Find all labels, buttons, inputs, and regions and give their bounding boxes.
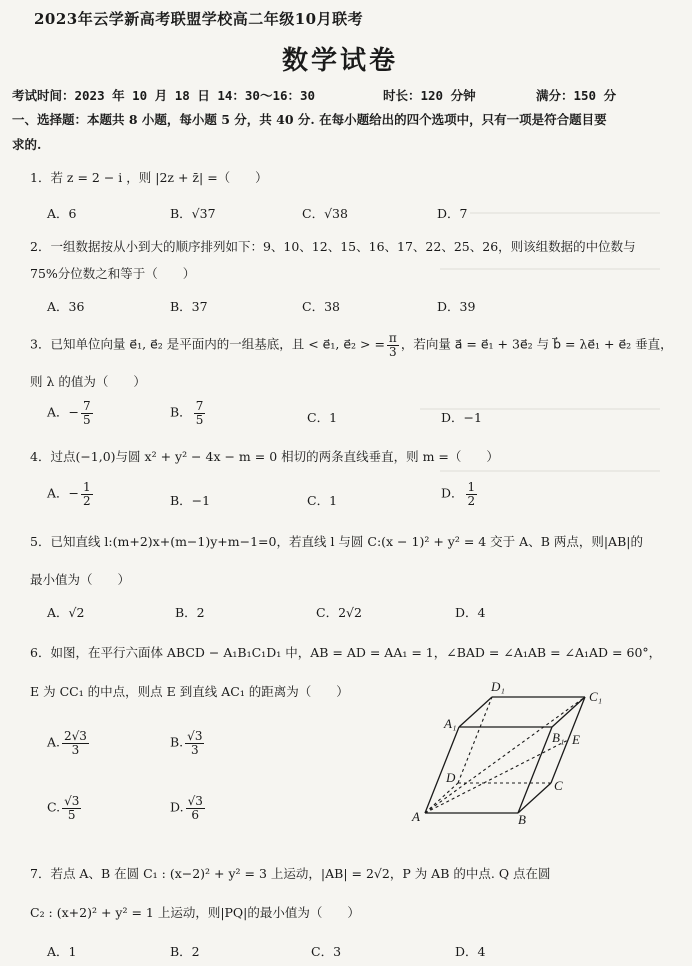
q7-stem-cont: C₂ : (x+2)² + y² = 1 上运动，则|PQ|的最小值为（ ）: [30, 905, 360, 920]
subject-title: 数学试卷: [282, 46, 399, 76]
q6-option-a-label: A.: [47, 734, 61, 750]
q4-option-d: [441, 481, 479, 507]
q1-option-d: D．7: [437, 206, 468, 221]
q2-option-c: C．38: [302, 299, 340, 314]
q7-stem: 7．若点 A、B 在圆 C₁ : (x−2)² + y² = 3 上运动，|AB| = 2√2，P 为 AB 的中点. Q 点在圆: [30, 866, 551, 881]
edge-A1D1: [459, 697, 492, 727]
q6-option-d-num: √3: [187, 794, 203, 808]
q6-option-b: [170, 730, 206, 756]
q3-angle-num: π: [388, 331, 397, 345]
section-instructions-cont: 求的.: [12, 137, 42, 152]
parallelepiped-figure: [408, 676, 608, 824]
exam-score: 满分：150 分: [536, 88, 617, 103]
q3-option-d: D．−1: [441, 410, 482, 425]
q6-option-c-num: √3: [64, 794, 80, 808]
q4-option-b: B．−1: [170, 493, 211, 508]
q6-option-d-den: 6: [191, 807, 200, 822]
q1-stem: 1．若 z = 2 − i ，则 |2z + z̄| =（ ）: [30, 170, 268, 185]
q4-option-a: [47, 481, 95, 507]
q6-option-a: [47, 730, 91, 756]
q4-option-a-den: 2: [83, 493, 91, 508]
q5-option-d: D．4: [455, 605, 486, 620]
q6-option-b-fraction: [185, 730, 204, 756]
q2-option-b: B．37: [170, 299, 208, 314]
q6-option-d-fraction: [186, 795, 205, 821]
q7-option-b: B．2: [170, 944, 200, 959]
q1-option-c: C．√38: [302, 206, 348, 221]
q3-option-b-num: 7: [195, 399, 204, 413]
q6-option-d-label: D.: [170, 799, 184, 815]
q4-option-a-label: A．−: [47, 485, 80, 501]
q2-stem: 2．一组数据按从小到大的顺序排列如下：9、10、12、15、16、17、22、25、26，则该组数据的中位数与: [30, 239, 636, 254]
q2-option-d: D．39: [437, 299, 476, 314]
q6-option-b-num: √3: [187, 729, 203, 743]
q2-stem-cont: 75%分位数之和等于（ ）: [30, 266, 196, 281]
q6-option-a-den: 3: [71, 742, 80, 757]
q6-option-b-label: B.: [170, 734, 184, 750]
q3-angle-fraction: [387, 332, 399, 358]
label-D1: D₁: [491, 679, 505, 694]
q5-stem-cont: 最小值为（ ）: [30, 572, 131, 587]
exam-time: 考试时间：2023 年 10 月 18 日 14：30～16：30: [12, 88, 316, 103]
diagonal-AC1: [425, 697, 585, 813]
q6-stem: 6．如图，在平行六面体 ABCD − A₁B₁C₁D₁ 中，AB = AD = AA₁ = 1，∠BAD = ∠A₁AB = ∠A₁AD = 60°，: [30, 645, 662, 660]
edge-AD: [425, 783, 458, 813]
q3-option-b-fraction: [194, 400, 206, 426]
q4-option-a-fraction: [81, 481, 93, 507]
q6-option-c: [47, 795, 83, 821]
bleed-mark: [440, 470, 660, 472]
q3-option-a-label: A．−: [47, 404, 80, 420]
bleed-mark: [470, 212, 660, 214]
q6-option-a-fraction: [62, 730, 89, 756]
exam-title: 2023年云学新高考联盟学校高二年级10月联考: [34, 10, 364, 28]
q7-option-c: C．3: [311, 944, 342, 959]
q3-stem-cont: 则 λ 的值为（ ）: [30, 374, 146, 389]
q1-option-a: A．6: [47, 206, 77, 221]
q4-option-a-num: 1: [83, 480, 91, 494]
q4-option-d-label: D．: [441, 485, 464, 501]
q3-option-a-fraction: [81, 400, 93, 426]
q4-option-d-den: 2: [467, 493, 476, 508]
q6-option-a-num: 2√3: [64, 729, 87, 743]
q6-option-c-fraction: [62, 795, 81, 821]
label-C: C: [554, 778, 563, 793]
q6-stem-cont: E 为 CC₁ 的中点，则点 E 到直线 AC₁ 的距离为（ ）: [30, 684, 349, 699]
label-E: E: [572, 732, 580, 747]
q3-option-b: [170, 400, 207, 426]
q3-option-a-num: 7: [83, 399, 91, 413]
q6-option-d: [170, 795, 207, 821]
q1-option-b: B．√37: [170, 206, 216, 221]
q3-option-a-den: 5: [83, 412, 91, 427]
q6-option-b-den: 3: [190, 742, 199, 757]
label-A1: A₁: [444, 716, 457, 731]
section-instructions: 一、选择题：本题共 8 小题，每小题 5 分，共 40 分. 在每小题给出的四个选项中，只有一项是符合题目要: [12, 112, 607, 127]
q3-option-a: [47, 400, 95, 426]
q3-stem: [30, 332, 673, 358]
q7-option-a: A．1: [47, 944, 77, 959]
q3-option-b-den: 5: [195, 412, 204, 427]
q3-option-c: C．1: [307, 410, 338, 425]
q3-stem-part1: 3．已知单位向量 e⃗₁, e⃗₂ 是平面内的一组基底，且 < e⃗₁, e⃗₂ > =: [30, 336, 385, 352]
q3-angle-den: 3: [389, 344, 397, 359]
q6-option-c-den: 5: [67, 807, 76, 822]
q3-stem-part2: ，若向量 a⃗ = e⃗₁ + 3e⃗₂ 与 b⃗ = λe⃗₁ + e⃗₂ 垂直，: [400, 336, 673, 352]
exam-duration: 时长：120 分钟: [383, 88, 476, 103]
q4-option-c: C．1: [307, 493, 338, 508]
q7-option-d: D．4: [455, 944, 486, 959]
q2-option-a: A．36: [47, 299, 85, 314]
label-D: D: [446, 770, 456, 785]
edge-BB1: [518, 727, 552, 813]
edge-DD1: [458, 697, 492, 783]
q4-option-d-fraction: [466, 481, 478, 507]
edge-B1C1: [552, 697, 585, 727]
label-B1: B₁: [552, 730, 565, 745]
label-B: B: [518, 812, 526, 824]
q5-option-b: B．2: [175, 605, 205, 620]
q5-option-a: A．√2: [47, 605, 85, 620]
q3-option-b-label: B．: [170, 404, 192, 420]
label-C1: C₁: [589, 689, 603, 704]
q5-stem: 5．已知直线 l:(m+2)x+(m−1)y+m−1=0，若直线 l 与圆 C:(x − 1)² + y² = 4 交于 A、B 两点，则|AB|的: [30, 534, 643, 549]
label-A: A: [412, 809, 420, 824]
edge-BC: [518, 783, 551, 813]
q4-stem: 4．过点(−1,0)与圆 x² + y² − 4x − m = 0 相切的两条直线垂直，则 m =（ ）: [30, 449, 499, 464]
q5-option-c: C．2√2: [316, 605, 362, 620]
q6-option-c-label: C.: [47, 799, 61, 815]
q4-option-d-num: 1: [467, 480, 476, 494]
bleed-mark: [440, 268, 660, 270]
